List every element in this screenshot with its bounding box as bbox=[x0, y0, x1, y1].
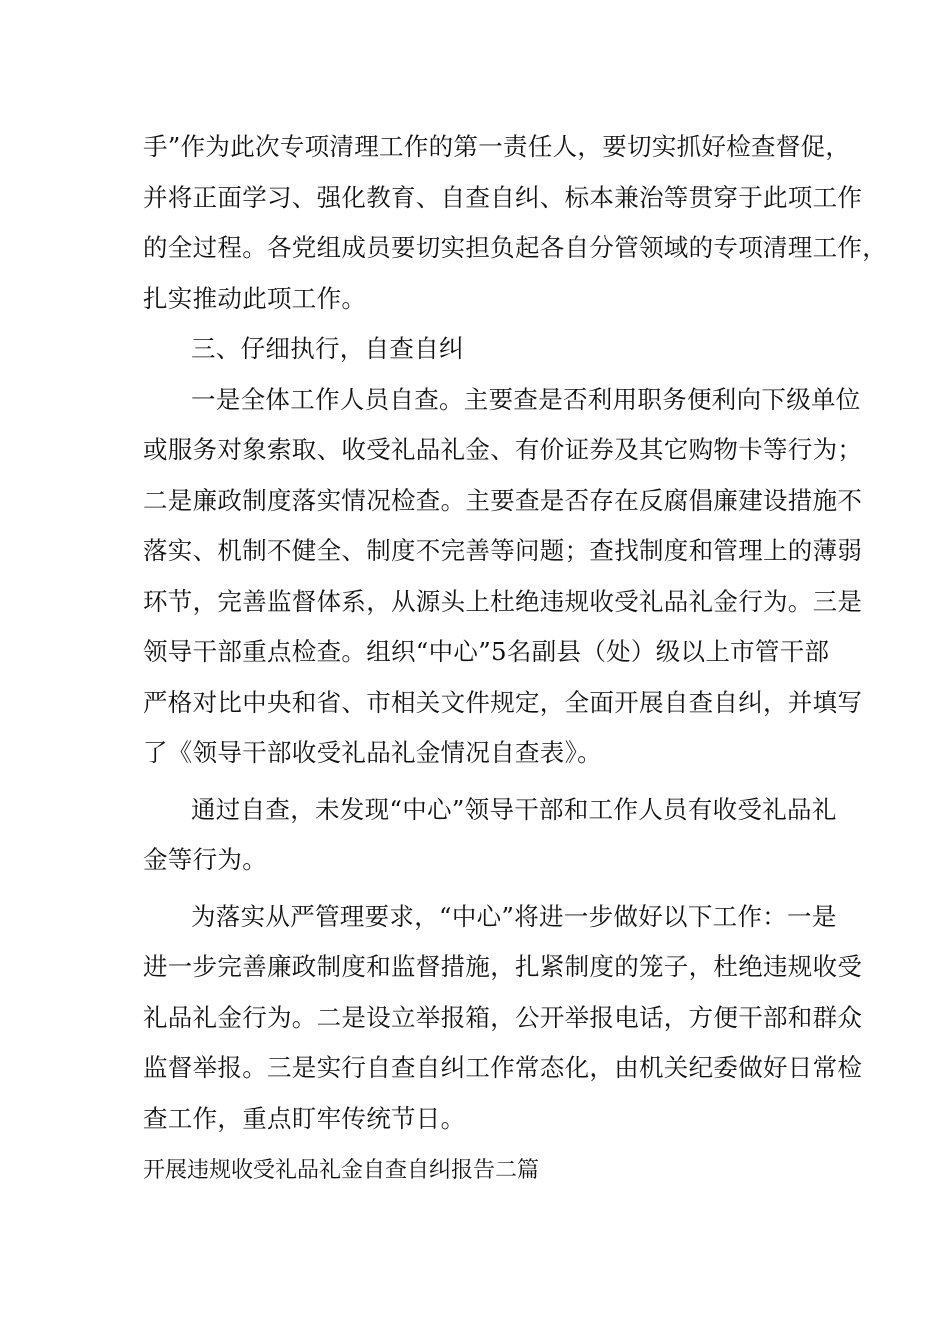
paragraph-self-inspection bbox=[143, 375, 863, 779]
text-line: 礼品礼金行为。二是设立举报箱，公开举报电话，方便干部和群众 bbox=[143, 1002, 863, 1032]
text-line: 通过自查，未发现“中心”领导干部和工作人员有收受礼品礼 bbox=[191, 794, 837, 824]
text-line: 扎实推动此项工作。 bbox=[143, 283, 367, 313]
text-line: 进一步完善廉政制度和监督措施，扎紧制度的笼子，杜绝违规收受 bbox=[143, 952, 863, 981]
paragraph-responsibility bbox=[143, 122, 887, 324]
text-line: 查工作，重点盯牢传统节日。 bbox=[143, 1103, 466, 1133]
text-line: 为落实从严管理要求，“中心”将进一步做好以下工作：一是 bbox=[191, 901, 837, 931]
section-heading bbox=[143, 324, 823, 375]
next-report-title: 开展违规收受礼品礼金自查自纠报告二篇 bbox=[143, 1158, 540, 1183]
text-line: 落实、机制不健全、制度不完善等问题；查找制度和管理上的薄弱 bbox=[143, 536, 863, 565]
document-page bbox=[143, 122, 887, 1197]
paragraph-result bbox=[143, 785, 837, 886]
section-heading-text: 三、仔细执行，自查自纠 bbox=[191, 334, 464, 363]
text-line: 的全过程。各党组成员要切实担负起各自分管领域的专项清理工作， bbox=[143, 233, 887, 262]
text-line: 环节，完善监督体系，从源头上杜绝违规收受礼品礼金行为。三是 bbox=[143, 586, 863, 616]
text-line: 并将正面学习、强化教育、自查自纠、标本兼治等贯穿于此项工作 bbox=[143, 182, 863, 212]
text-line: 金等行为。 bbox=[143, 845, 267, 874]
text-line: 一是全体工作人员自查。主要查是否利用职务便利向下级单位 bbox=[191, 384, 861, 414]
text-line: 或服务对象索取、收受礼品礼金、有价证券及其它购物卡等行为； bbox=[143, 435, 863, 464]
text-line: 领导干部重点检查。组织“中心”5名副县（处）级以上市管干部 bbox=[143, 637, 830, 666]
text-line: 严格对比中央和省、市相关文件规定，全面开展自查自纠，并填写 bbox=[143, 687, 863, 717]
text-line: 手”作为此次专项清理工作的第一责任人，要切实抓好检查督促， bbox=[143, 132, 851, 161]
text-line: 监督举报。三是实行自查自纠工作常态化，由机关纪委做好日常检 bbox=[143, 1053, 863, 1082]
text-line: 了《领导干部收受礼品礼金情况自查表》。 bbox=[143, 738, 602, 767]
paragraph-next-steps bbox=[143, 892, 863, 1145]
text-line: 二是廉政制度落实情况检查。主要查是否存在反腐倡廉建设措施不 bbox=[143, 485, 863, 515]
